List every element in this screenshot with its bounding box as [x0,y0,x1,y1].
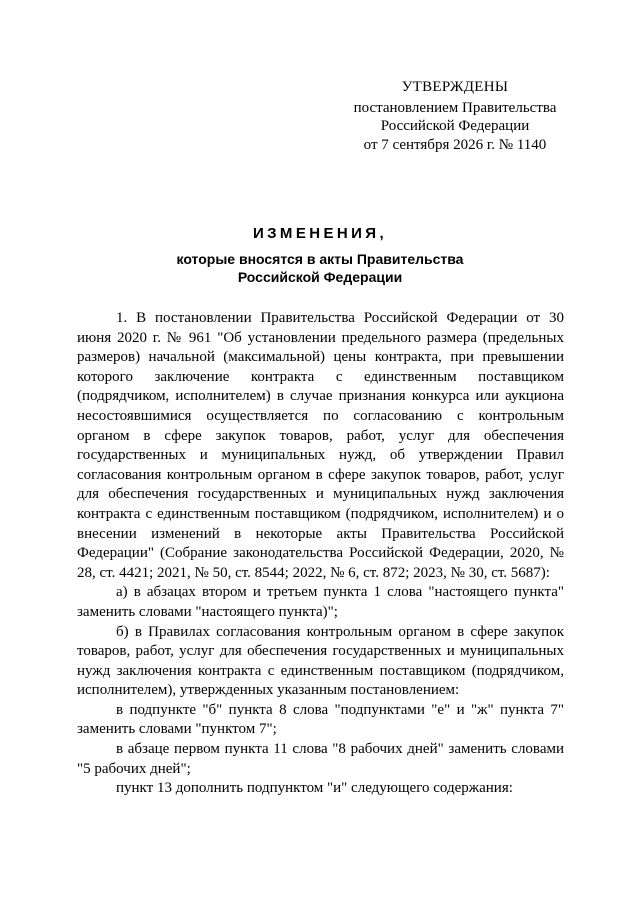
paragraph: 1. В постановлении Правительства Российской Федерации от 30 июня 2020 г. № 961 "Об установлении предельного размера (предельных размеров) начальной (максимальной) цены контракта, при превышении которого заключение контракта с единственным поставщиком (подрядчиком, исполнителем) в случае признания конкурса или аукциона несостоявшимися осуществляется по согласованию с контрольным органом в сфере закупок товаров, работ, услуг для обеспечения государственных и муниципальных нужд, об утверждении Правил согласования контрольным органом в сфере закупок товаров, работ, услуг для обеспечения государственных и муниципальных нужд заключения контракта с единственным поставщиком (подрядчиком, исполнителем) и о внесении изменений в некоторые акты Правительства Российской Федерации" (Собрание законодательства Российской Федерации, 2020, № 28, ст. 4421; 2021, № 50, ст. 8544; 2022, № 6, ст. 872; 2023, № 30, ст. 5687): [77,310,564,581]
document-subtitle [0,251,640,286]
subtitle-line: которые вносятся в акты Правительства [176,251,464,267]
document-body [77,309,564,799]
approval-block [330,78,580,154]
paragraph: а) в абзацах втором и третьем пункта 1 слова "настоящего пункта" заменить словами "настоящего пункта)"; [77,584,564,620]
approval-line: Российской Федерации [380,118,530,134]
paragraph: в подпункте "б" пункта 8 слова "подпунктами "е" и "ж" пункта 7" заменить словами "пунктом 7"; [77,701,564,738]
paragraph: в абзаце первом пункта 11 слова "8 рабочих дней" заменить словами "5 рабочих дней"; [77,741,564,777]
approval-line: постановлением Правительства [353,99,557,116]
paragraph: пункт 13 дополнить подпунктом "и" следующего содержания: [116,780,513,797]
approval-title: УТВЕРЖДЕНЫ [401,79,509,95]
approval-line: от 7 сентября 2026 г. № 1140 [363,136,547,153]
subtitle-line: Российской Федерации [237,268,403,285]
paragraph: б) в Правилах согласования контрольным органом в сфере закупок товаров, работ, услуг для обеспечения государственных и муниципальных нужд заключения контракта с единственным поставщиком (подрядчиком, исполнителем), утвержденных указанным постановлением: [77,623,564,699]
document-title: ИЗМЕНЕНИЯ, [252,225,388,242]
